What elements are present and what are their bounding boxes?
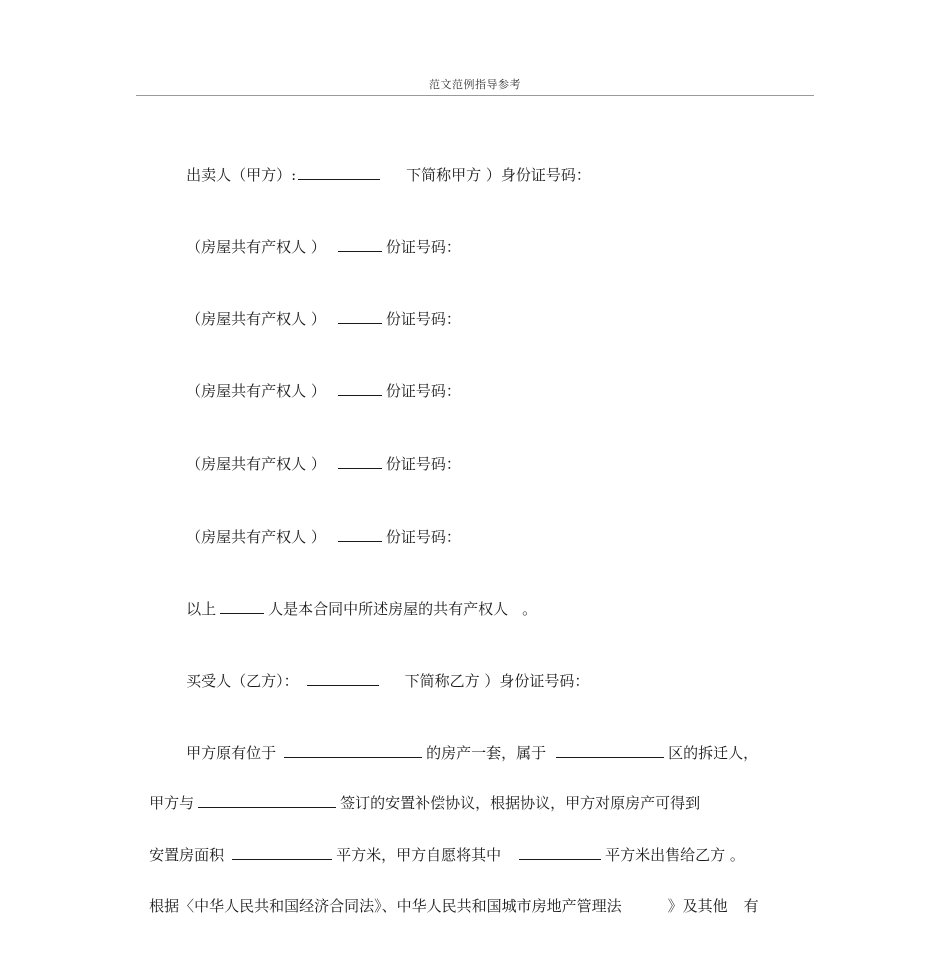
text-segment: 的房产一套，属于	[426, 744, 547, 762]
coowners-summary-line	[167, 579, 537, 639]
sale-area-blank[interactable]	[519, 845, 601, 860]
text-segment: 签订的安置补偿协议，根据协议，甲方对原房产可得到	[340, 794, 701, 812]
text-segment: 区的拆迁人，	[668, 744, 759, 762]
summary-prefix: 以上	[186, 600, 217, 618]
header-divider	[136, 95, 814, 96]
seller-label: 出卖人（甲方）:	[186, 166, 297, 184]
coowner-line	[167, 361, 461, 421]
coowner-name-blank[interactable]	[338, 454, 382, 469]
seller-line	[167, 145, 591, 205]
summary-text: 人是本合同中所述房屋的共有产权人	[268, 600, 509, 618]
text-segment: 甲方与	[149, 794, 195, 812]
text-segment: 甲方原有位于	[186, 744, 277, 762]
coowner-name-blank[interactable]	[338, 381, 382, 396]
page-header: 范文范例指导参考	[429, 78, 521, 91]
coowner-count-blank[interactable]	[220, 599, 264, 614]
coowner-id-label: 份证号码：	[385, 528, 461, 546]
text-segment: 根据〈中华人民共和国经济合同法》、中华人民共和国城市房地产管理法	[149, 897, 622, 915]
coowner-line	[167, 217, 461, 277]
coowner-line	[167, 507, 461, 567]
coowner-id-label: 份证号码：	[385, 238, 461, 256]
text-segment: 安置房面积	[149, 846, 225, 864]
buyer-label: 买受人（乙方）：	[186, 672, 299, 690]
coowner-name-blank[interactable]	[338, 237, 382, 252]
text-segment: 有	[743, 897, 759, 915]
seller-name-blank[interactable]	[298, 165, 380, 180]
coowner-line	[167, 289, 461, 349]
coowner-label: （房屋共有产权人 ）	[186, 382, 326, 400]
agreement-party-blank[interactable]	[198, 793, 336, 808]
seller-id-label: 下简称甲方 ）身份证号码：	[406, 166, 591, 184]
buyer-name-blank[interactable]	[307, 671, 379, 686]
paragraph-line	[130, 773, 700, 833]
buyer-id-label: 下简称乙方 ）身份证号码：	[404, 672, 590, 690]
coowner-name-blank[interactable]	[338, 309, 382, 324]
coowner-label: （房屋共有产权人 ）	[186, 455, 326, 473]
summary-end: 。	[522, 600, 538, 618]
coowner-name-blank[interactable]	[338, 527, 382, 542]
resettlement-area-blank[interactable]	[232, 845, 332, 860]
text-segment: 平方米出售给乙方 。	[605, 846, 745, 864]
property-location-blank[interactable]	[284, 743, 422, 758]
text-segment: 平方米，甲方自愿将其中	[336, 846, 502, 864]
district-blank[interactable]	[556, 743, 664, 758]
buyer-line	[167, 651, 589, 711]
coowner-label: （房屋共有产权人 ）	[186, 238, 326, 256]
coowner-label: （房屋共有产权人 ）	[186, 528, 326, 546]
text-segment: 》及其他	[667, 897, 728, 915]
coowner-id-label: 份证号码：	[385, 382, 461, 400]
coowner-label: （房屋共有产权人 ）	[186, 310, 326, 328]
coowner-line	[167, 434, 461, 494]
paragraph-line	[130, 876, 759, 936]
coowner-id-label: 份证号码：	[385, 310, 461, 328]
coowner-id-label: 份证号码：	[385, 455, 461, 473]
